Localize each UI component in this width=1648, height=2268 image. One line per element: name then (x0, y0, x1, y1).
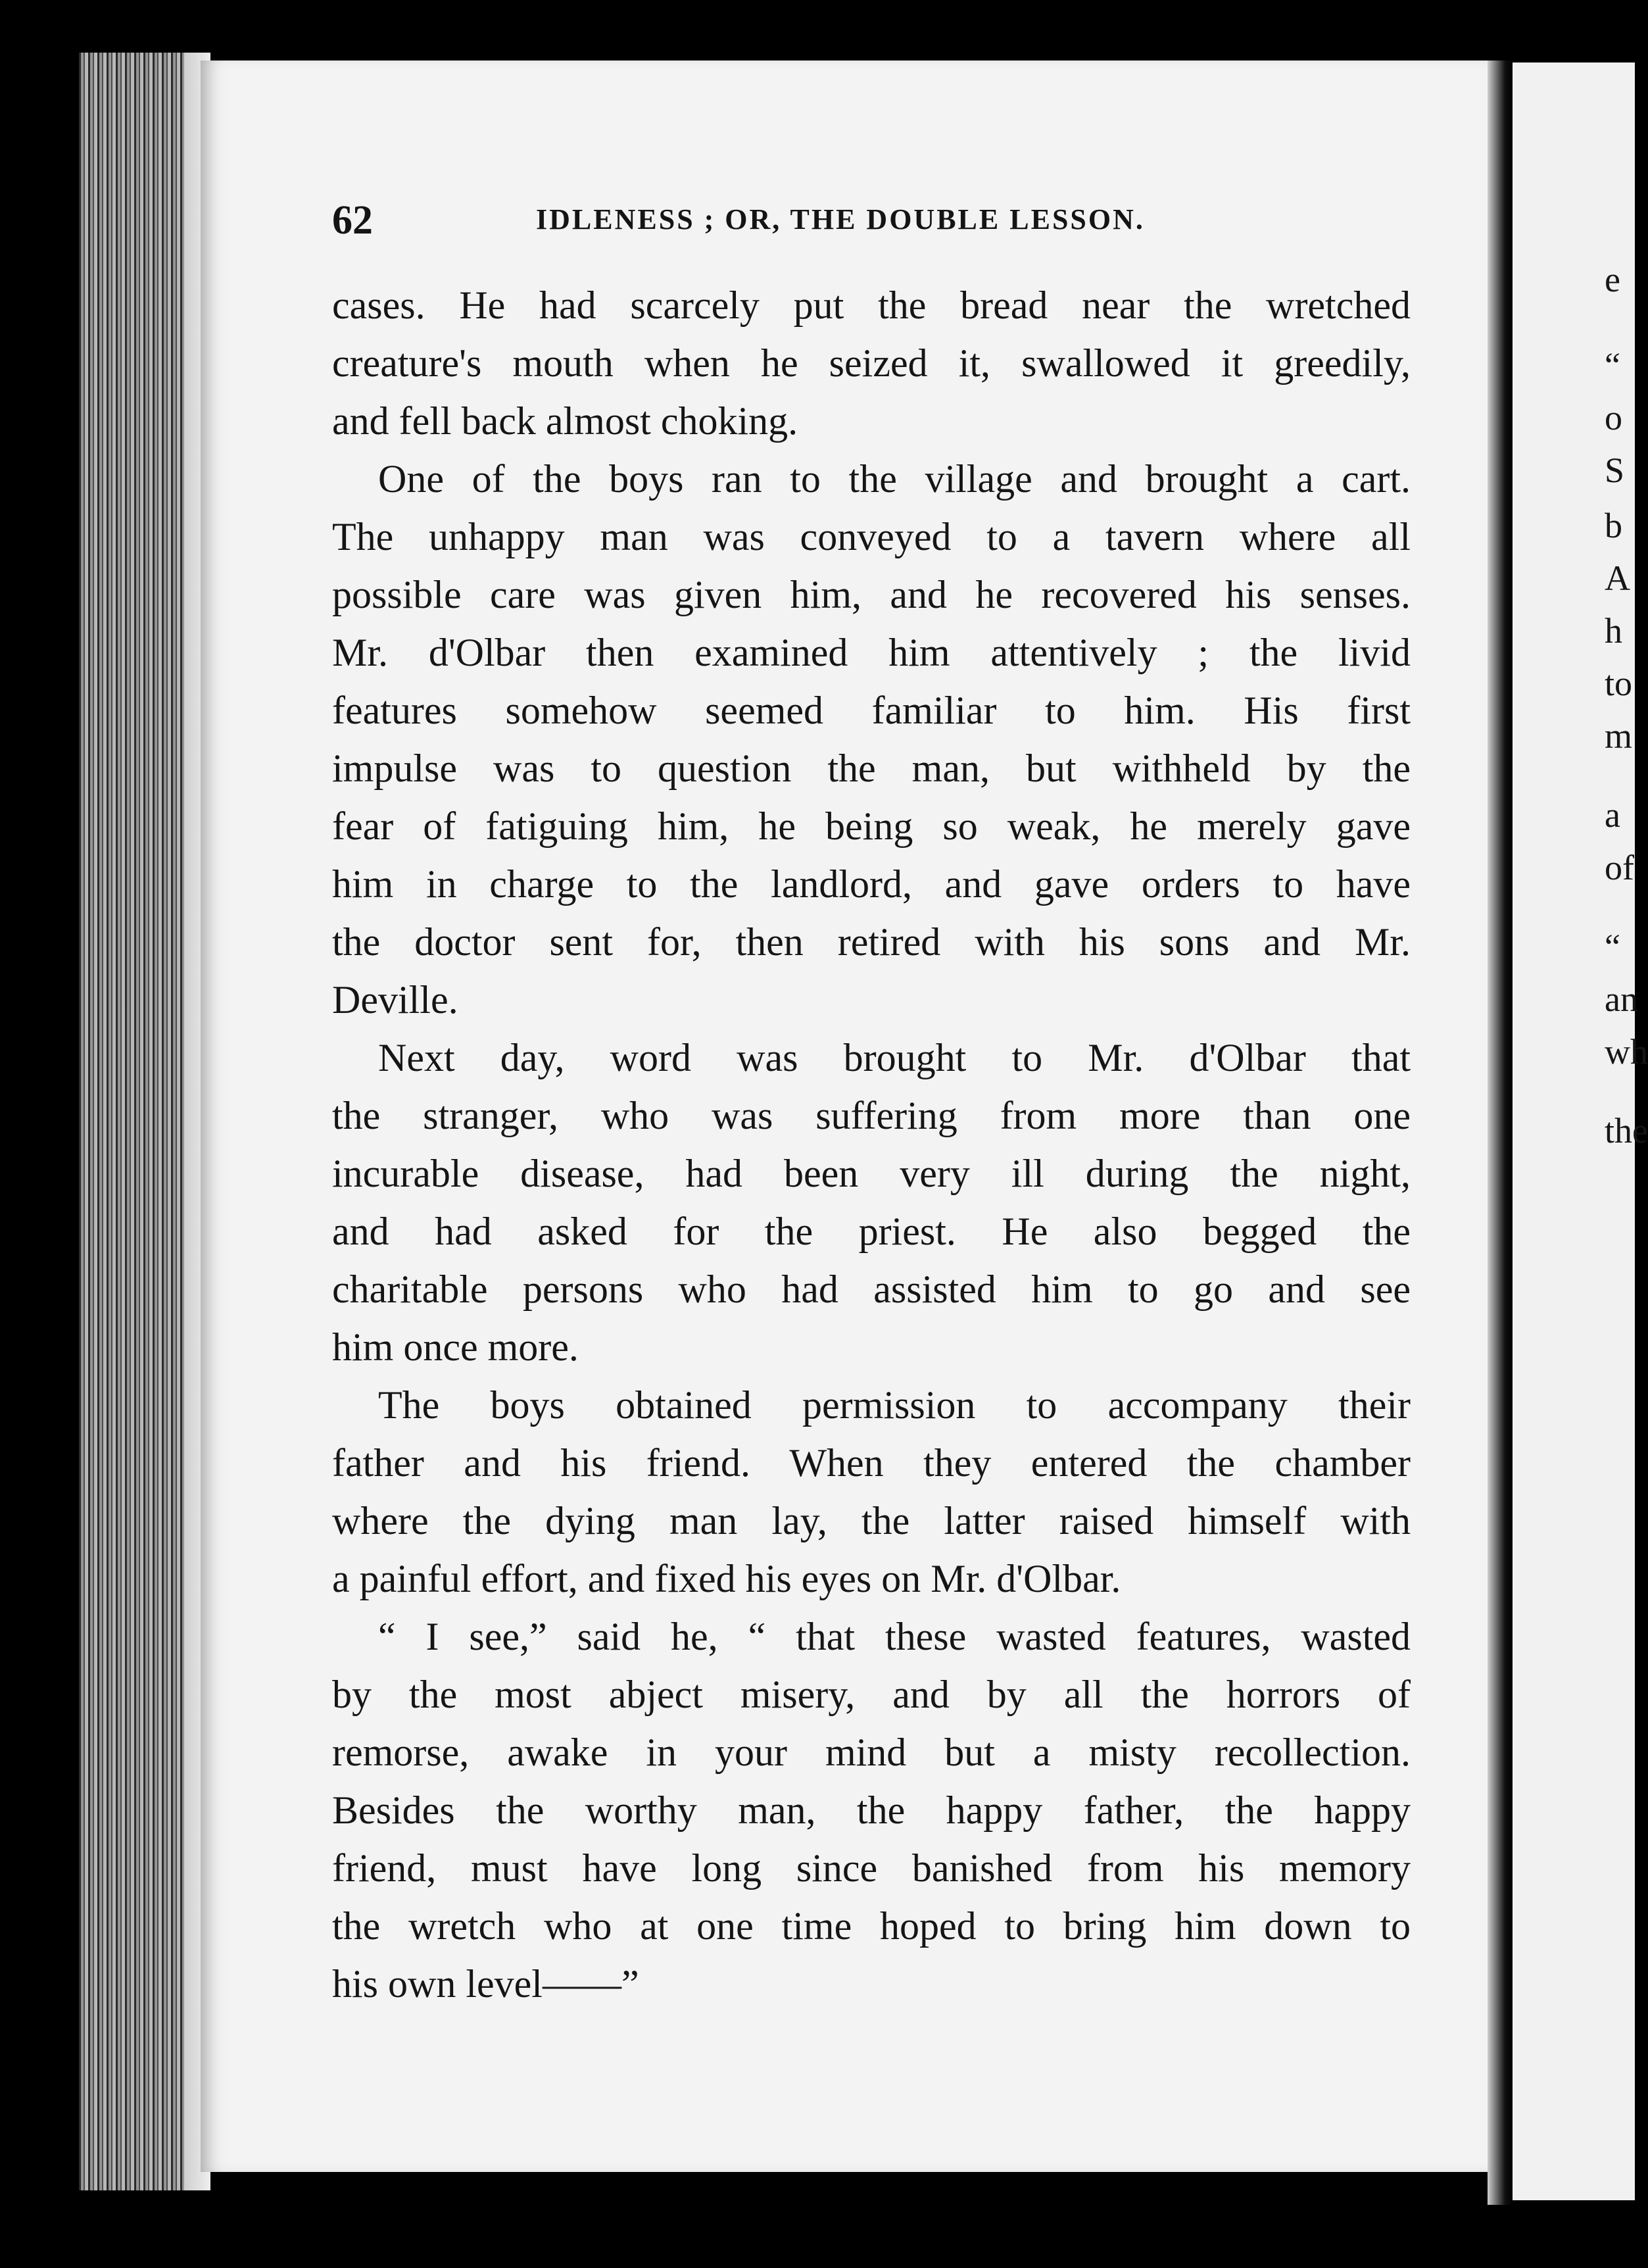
running-title: IDLENESS ; OR, THE DOUBLE LESSON. (536, 203, 1145, 235)
text-line: impulse was to question the man, but withheld by the (332, 747, 1411, 790)
text-line: The unhappy man was conveyed to a tavern where all (332, 515, 1411, 558)
next-page-fragment: h (1605, 611, 1622, 651)
text-line: The boys obtained permission to accompany their (378, 1383, 1411, 1427)
next-page-fragment: b (1605, 506, 1622, 545)
next-page-fragment: o (1605, 398, 1622, 437)
next-page-fragment: e (1605, 260, 1620, 299)
text-line: “ I see,” said he, “ that these wasted features, wasted (378, 1615, 1411, 1658)
text-line: and fell back almost choking. (332, 399, 798, 443)
next-page-fragment: an (1605, 979, 1638, 1019)
text-line: father and his friend. When they entered the chamber (332, 1441, 1411, 1485)
text-line: possible care was given him, and he recovered his senses. (332, 573, 1411, 616)
text-line: cases. He had scarcely put the bread near the wretched (332, 284, 1411, 327)
text-line: by the most abject misery, and by all the horrors of (332, 1673, 1411, 1716)
next-page-fragment: of (1605, 848, 1634, 887)
text-line: Mr. d'Olbar then examined him attentively ; the livid (332, 631, 1411, 674)
next-page-fragment: S (1605, 451, 1625, 490)
page-edges (79, 53, 210, 2190)
text-line: Next day, word was brought to Mr. d'Olbar that (378, 1036, 1411, 1079)
text-line: incurable disease, had been very ill during the night, (332, 1152, 1411, 1195)
next-page-fragment: m (1605, 716, 1633, 756)
next-page-fragment: A (1605, 558, 1630, 598)
paragraph (332, 276, 1411, 450)
text-line: his own level——” (332, 1962, 639, 2006)
next-page-fragment: wh (1605, 1032, 1648, 1072)
text-line: Besides the worthy man, the happy father, the happy (332, 1788, 1411, 1832)
text-line: fear of fatiguing him, he being so weak, he merely gave (332, 804, 1411, 848)
page-header (332, 197, 1220, 243)
body-text (332, 276, 1411, 2013)
next-page-fragment: the (1605, 1111, 1648, 1150)
text-line: the doctor sent for, then retired with his sons and Mr. (332, 920, 1411, 964)
text-line: creature's mouth when he seized it, swallowed it greedily, (332, 341, 1411, 385)
next-page-fragment: a (1605, 795, 1620, 835)
page-number: 62 (332, 198, 373, 243)
text-line: him in charge to the landlord, and gave orders to have (332, 862, 1411, 906)
text-line: features somehow seemed familiar to him. His first (332, 689, 1411, 732)
paragraph (332, 1029, 1411, 1376)
next-page-fragment: “ (1605, 345, 1620, 385)
paragraph (332, 450, 1411, 1029)
text-line: a painful effort, and fixed his eyes on Mr. d'Olbar. (332, 1557, 1121, 1600)
gutter-shadow (1488, 61, 1513, 2205)
text-line: Deville. (332, 978, 458, 1022)
text-line: the wretch who at one time hoped to bring him down to (332, 1904, 1411, 1948)
next-page-fragment: “ (1605, 927, 1620, 966)
text-line: One of the boys ran to the village and brought a cart. (378, 457, 1411, 501)
paragraph (332, 1376, 1411, 1608)
text-line: friend, must have long since banished from his memory (332, 1846, 1411, 1890)
text-line: remorse, awake in your mind but a misty recollection. (332, 1731, 1411, 1774)
text-line: where the dying man lay, the latter raised himself with (332, 1499, 1411, 1542)
text-line: and had asked for the priest. He also begged the (332, 1210, 1411, 1253)
next-page-fragment: to (1605, 664, 1633, 703)
next-page-edge (1513, 62, 1648, 2200)
paragraph (332, 1608, 1411, 2013)
text-line: the stranger, who was suffering from more than one (332, 1094, 1411, 1137)
text-line: him once more. (332, 1325, 579, 1369)
text-line: charitable persons who had assisted him to go and see (332, 1268, 1411, 1311)
